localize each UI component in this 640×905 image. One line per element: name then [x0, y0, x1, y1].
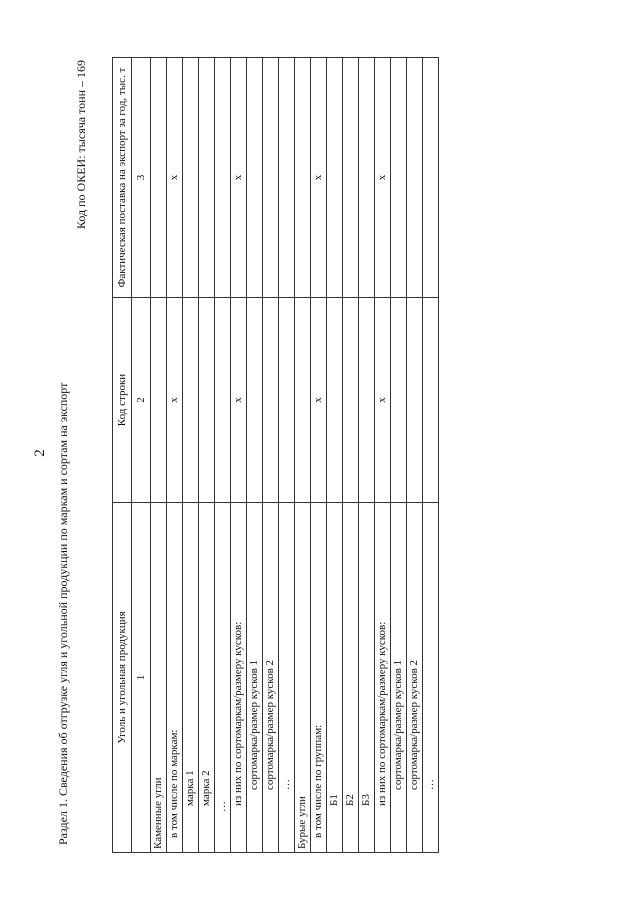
table-row [407, 58, 423, 853]
row-label: из них по сортомаркам/размеру кусков: [375, 503, 391, 853]
table-row [295, 58, 311, 853]
row-label: сортомарка/размер кусков 1 [247, 503, 263, 853]
table-row [263, 58, 279, 853]
row-code [199, 298, 215, 503]
row-label: сортомарка/размер кусков 2 [407, 503, 423, 853]
row-value [215, 58, 231, 298]
column-number: 1 [132, 503, 151, 853]
table-row [359, 58, 375, 853]
row-value: x [231, 58, 247, 298]
table-row [327, 58, 343, 853]
row-label: марка 1 [183, 503, 199, 853]
row-value: x [375, 58, 391, 298]
row-value [407, 58, 423, 298]
section-title: Раздел 1. Сведения об отгрузке угля и угольной продукции по маркам и сортам на экспорт [56, 382, 70, 845]
column-number-row [132, 58, 151, 853]
row-code [423, 298, 439, 503]
table-row [311, 58, 327, 853]
table-row [167, 58, 183, 853]
row-value [423, 58, 439, 298]
row-code: x [311, 298, 327, 503]
row-value [343, 58, 359, 298]
okei-code: Код по ОКЕИ: тысяча тонн – 169 [74, 60, 88, 230]
table-row [183, 58, 199, 853]
column-number: 2 [132, 298, 151, 503]
table-row [231, 58, 247, 853]
row-label: марка 2 [199, 503, 215, 853]
row-label: в том числе по маркам: [167, 503, 183, 853]
row-value [183, 58, 199, 298]
table-row [199, 58, 215, 853]
row-code [359, 298, 375, 503]
row-value: x [167, 58, 183, 298]
table-row [215, 58, 231, 853]
row-code [343, 298, 359, 503]
header-line-code: Код строки [113, 298, 132, 503]
row-code [263, 298, 279, 503]
column-number: 3 [132, 58, 151, 298]
row-label: Б3 [359, 503, 375, 853]
row-label: сортомарка/размер кусков 1 [391, 503, 407, 853]
row-value [151, 58, 167, 298]
table-row [375, 58, 391, 853]
row-value [359, 58, 375, 298]
row-code: x [167, 298, 183, 503]
header-actual-export: Фактическая поставка на экспорт за год, тыс. т [113, 58, 132, 298]
row-code: x [231, 298, 247, 503]
row-code [183, 298, 199, 503]
row-label: … [215, 503, 231, 853]
row-label: из них по сортомаркам/размеру кусков: [231, 503, 247, 853]
header-row [113, 58, 132, 853]
table-row [423, 58, 439, 853]
table-row [343, 58, 359, 853]
row-value [263, 58, 279, 298]
row-value [279, 58, 295, 298]
row-code [151, 298, 167, 503]
row-code [279, 298, 295, 503]
coal-export-table [112, 57, 439, 853]
row-label: в том числе по группам: [311, 503, 327, 853]
page-number: 2 [32, 449, 48, 457]
row-value [199, 58, 215, 298]
row-value [247, 58, 263, 298]
row-label: сортомарка/размер кусков 2 [263, 503, 279, 853]
row-code [215, 298, 231, 503]
row-value [391, 58, 407, 298]
row-value: x [311, 58, 327, 298]
row-value [295, 58, 311, 298]
row-code: x [375, 298, 391, 503]
row-code [295, 298, 311, 503]
header-product: Уголь и угольная продукция [113, 503, 132, 853]
row-value [327, 58, 343, 298]
row-label: … [423, 503, 439, 853]
row-label: Б1 [327, 503, 343, 853]
row-code [247, 298, 263, 503]
row-label: Каменные угли [151, 503, 167, 853]
table-row [151, 58, 167, 853]
row-label: Б2 [343, 503, 359, 853]
row-code [327, 298, 343, 503]
table-row [279, 58, 295, 853]
row-label: … [279, 503, 295, 853]
table-row [247, 58, 263, 853]
row-code [407, 298, 423, 503]
table-row [391, 58, 407, 853]
row-label: Бурые угли [295, 503, 311, 853]
row-code [391, 298, 407, 503]
